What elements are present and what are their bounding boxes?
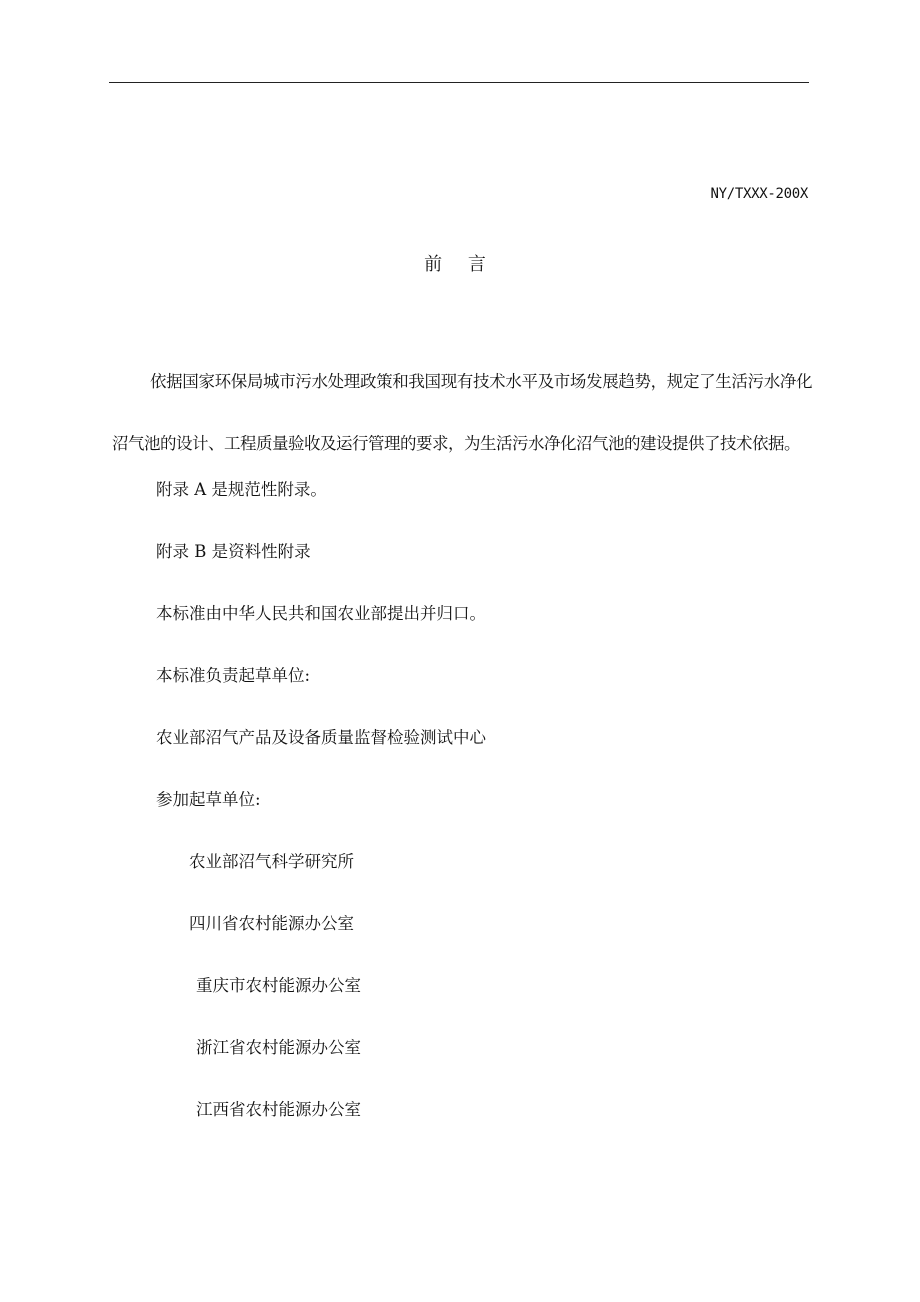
page-title: 前 言 (424, 254, 496, 275)
lead-drafter-unit: 农业部沼气产品及设备质量监督检验测试中心 (156, 728, 486, 747)
co-drafters-label: 参加起草单位: (156, 790, 261, 809)
proposer-statement: 本标准由中华人民共和国农业部提出并归口。 (156, 604, 486, 623)
lead-drafter-label: 本标准负责起草单位: (156, 666, 311, 685)
document-code: NY/TXXX-200X (710, 186, 808, 202)
appendix-a-note: 附录 A 是规范性附录。 (156, 480, 327, 499)
co-drafter-item: 重庆市农村能源办公室 (196, 976, 361, 995)
header-rule (109, 82, 809, 83)
appendix-b-note: 附录 B 是资料性附录 (156, 542, 311, 561)
co-drafter-item: 四川省农村能源办公室 (189, 914, 354, 933)
intro-paragraph: 依据国家环保局城市污水处理政策和我国现有技术水平及市场发展趋势，规定了生活污水净化沼气池的设计、工程质量验收及运行管理的要求，为生活污水净化沼气池的建设提供了技术依据。 (112, 372, 812, 453)
co-drafter-item: 农业部沼气科学研究所 (189, 852, 354, 871)
co-drafter-item: 浙江省农村能源办公室 (196, 1038, 361, 1057)
co-drafter-item: 江西省农村能源办公室 (196, 1100, 361, 1119)
